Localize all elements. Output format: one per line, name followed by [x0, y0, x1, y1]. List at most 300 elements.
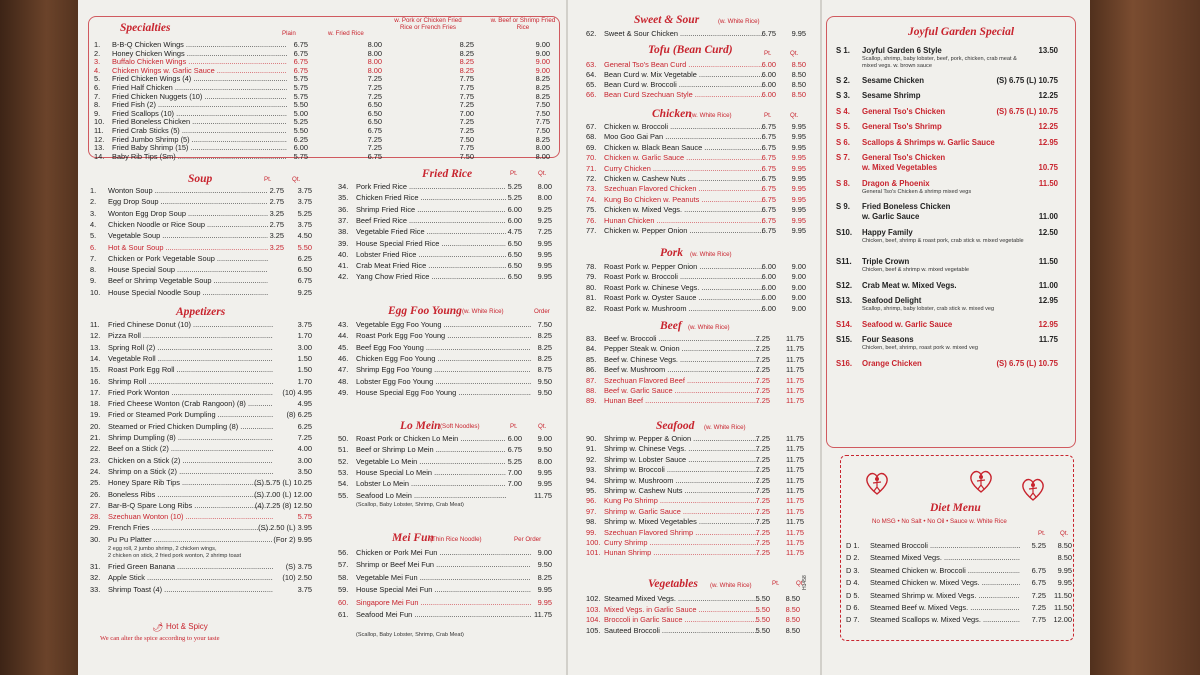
- item-name: Vegetable Egg Foo Young .....: [356, 320, 531, 329]
- pork-note: (w. White Rice): [690, 251, 732, 258]
- menu-item[interactable]: [338, 182, 560, 192]
- special-item[interactable]: [836, 107, 1058, 117]
- item-price: 9.50: [537, 560, 552, 570]
- item-name: Vegetable Roll .....: [108, 354, 273, 363]
- item-name: Curry Shrimp .....: [604, 538, 759, 547]
- menu-item[interactable]: [586, 594, 816, 604]
- item-price: 9.95: [537, 585, 552, 595]
- lo-mein-title: Lo Mein: [400, 420, 441, 432]
- item-name: Beef on a Stick (2) .....: [108, 444, 273, 453]
- item-price: 8.25: [459, 65, 474, 75]
- menu-item[interactable]: [586, 626, 816, 636]
- menu-item[interactable]: [586, 205, 816, 215]
- menu-item[interactable]: [90, 399, 314, 409]
- special-description: Scallop, shrimp, baby lobster, crab stick w. mixed veg: [862, 306, 995, 312]
- item-number: 26.: [90, 489, 101, 499]
- special-name-cont: w. Mixed Vegetables: [862, 163, 938, 172]
- menu-item[interactable]: [338, 479, 560, 489]
- item-price: 11.75: [534, 610, 552, 619]
- menu-item[interactable]: [586, 434, 816, 444]
- item-price: 5.75: [293, 74, 308, 84]
- item-price: 9.50: [537, 387, 552, 397]
- item-number: D 6.: [846, 603, 860, 612]
- item-price: 5.50: [293, 126, 308, 135]
- item-price: 6.50: [367, 117, 382, 127]
- special-item[interactable]: [836, 46, 1058, 56]
- menu-item[interactable]: [586, 476, 816, 486]
- menu-item[interactable]: [338, 598, 560, 608]
- item-price: 8.25: [535, 134, 550, 144]
- item-name: Fried Jumbo Shrimp (5) .....: [112, 135, 287, 144]
- item-number: 50.: [338, 434, 349, 443]
- item-price: 8.25: [537, 331, 552, 341]
- menu-item[interactable]: [338, 468, 560, 478]
- menu-item[interactable]: [586, 262, 816, 272]
- special-price: (S) 6.75 (L) 10.75: [996, 75, 1058, 85]
- special-name: Four Seasons: [862, 335, 914, 344]
- item-price: 6.50: [507, 261, 522, 271]
- item-number: D 4.: [846, 578, 860, 588]
- menu-item[interactable]: [586, 528, 816, 538]
- menu-item[interactable]: [338, 388, 560, 398]
- item-number: 68.: [586, 132, 597, 142]
- menu-item[interactable]: [586, 334, 816, 344]
- soup-title: Soup: [188, 173, 213, 185]
- item-price: 9.95: [537, 238, 552, 248]
- item-name: Hot & Sour Soup .....: [108, 243, 268, 252]
- item-price: 5.75: [293, 91, 308, 101]
- item-price: 8.50: [785, 594, 800, 603]
- menu-item[interactable]: [90, 365, 314, 375]
- mei-fun-seafood-note: (Scallop, Baby Lobster, Shrimp, Crab Meat): [356, 632, 464, 638]
- menu-item[interactable]: [846, 541, 1072, 551]
- menu-item[interactable]: [586, 226, 816, 236]
- menu-item[interactable]: [90, 276, 314, 286]
- menu-item[interactable]: [90, 320, 314, 330]
- item-price: 6.75: [761, 29, 776, 38]
- item-price: 8.00: [535, 143, 550, 153]
- item-price: 8.00: [367, 65, 382, 75]
- menu-item[interactable]: [94, 152, 554, 162]
- special-item[interactable]: [836, 153, 1058, 163]
- heart-dancer-icon: [1020, 476, 1046, 502]
- item-price: 2.75: [269, 219, 284, 229]
- item-price: 11.75: [786, 344, 804, 354]
- item-price: 7.25: [1031, 590, 1046, 600]
- item-price: 6.75: [761, 153, 776, 163]
- sweet-sour-title: Sweet & Sour: [634, 14, 700, 26]
- menu-item[interactable]: [586, 496, 816, 506]
- special-item[interactable]: [836, 138, 1058, 148]
- special-description: General Tso's Chicken & shrimp mixed vegs: [862, 188, 972, 195]
- menu-item[interactable]: [586, 507, 816, 517]
- item-number: D 3.: [846, 565, 860, 575]
- menu-item[interactable]: [586, 355, 816, 365]
- special-price: (S) 6.75 (L) 10.75: [996, 106, 1058, 116]
- item-price: 5.50: [755, 604, 770, 614]
- item-price: 7.25: [755, 334, 770, 343]
- special-price: 13.50: [1038, 46, 1058, 55]
- item-price: 8.50: [785, 615, 800, 625]
- menu-item[interactable]: [338, 272, 560, 282]
- item-price: 5.75: [297, 512, 312, 522]
- special-item[interactable]: [836, 179, 1058, 189]
- item-price: 9.00: [537, 434, 552, 443]
- item-number: 76.: [586, 215, 597, 225]
- item-price: 5.50: [293, 100, 308, 110]
- item-price: 7.25: [367, 143, 382, 153]
- item-name: Honey Chicken Wings .....: [112, 49, 287, 58]
- item-price: 6.25: [297, 253, 312, 263]
- item-name: Shrimp or Beef Mei Fun .....: [356, 560, 531, 569]
- item-number: 15.: [90, 365, 101, 375]
- item-number: 35.: [338, 193, 349, 203]
- item-number: 19.: [90, 410, 101, 420]
- item-name: Kung Bo Chicken w. Peanuts .....: [604, 195, 764, 204]
- menu-item[interactable]: [90, 388, 314, 398]
- menu-item[interactable]: [90, 467, 314, 477]
- menu-item[interactable]: [338, 193, 560, 203]
- menu-item[interactable]: [586, 486, 816, 496]
- menu-item[interactable]: [90, 254, 314, 264]
- item-price: 9.95: [791, 194, 806, 204]
- menu-item[interactable]: [338, 457, 560, 467]
- seafood-note: (w. White Rice): [704, 424, 746, 431]
- menu-item[interactable]: [90, 343, 314, 353]
- item-price: 8.25: [459, 48, 474, 58]
- special-description: Scallop, shrimp, baby lobster, beef, pork, chicken, crab meat & mixed vegs. w. brown sauce: [862, 56, 1017, 69]
- menu-item[interactable]: [586, 283, 816, 293]
- menu-item[interactable]: [586, 293, 816, 303]
- item-price: (S) 7.00 (L) 12.00: [254, 489, 312, 499]
- item-number: 34.: [338, 182, 349, 191]
- menu-item[interactable]: [586, 386, 816, 396]
- menu-item[interactable]: [90, 501, 314, 511]
- menu-item[interactable]: [846, 578, 1072, 588]
- special-code: S13.: [836, 296, 853, 305]
- item-name: Fried or Steamed Pork Dumpling .....: [108, 410, 273, 419]
- item-name: Chicken w. Pepper Onion .....: [604, 226, 764, 235]
- item-price: 7.25: [367, 74, 382, 84]
- item-number: 42.: [338, 272, 349, 282]
- menu-item[interactable]: [90, 490, 314, 500]
- item-price: 6.75: [761, 184, 776, 194]
- item-price: 7.25: [459, 126, 474, 135]
- menu-item[interactable]: [586, 60, 816, 70]
- menu-item[interactable]: [90, 562, 314, 572]
- special-name: Triple Crown: [862, 257, 910, 266]
- item-number: 69.: [586, 142, 597, 152]
- item-number: 38.: [338, 227, 349, 237]
- item-price: 6.75: [293, 48, 308, 58]
- menu-item[interactable]: [586, 80, 816, 90]
- item-number: 103.: [586, 604, 601, 614]
- item-name: Chicken or Pork Vegetable Soup .....: [108, 254, 268, 263]
- menu-item[interactable]: [90, 288, 314, 298]
- menu-item[interactable]: [90, 478, 314, 488]
- item-price: 7.25: [297, 433, 312, 442]
- item-number: 37.: [338, 215, 349, 225]
- special-item[interactable]: [836, 296, 1058, 306]
- item-price: 6.00: [761, 70, 776, 79]
- item-number: 94.: [586, 475, 597, 485]
- menu-item[interactable]: [338, 548, 560, 558]
- menu-item[interactable]: [586, 184, 816, 194]
- item-name: Fried Cheese Wonton (Crab Rangoon) (8) .....: [108, 399, 273, 408]
- item-price: 7.25: [755, 486, 770, 495]
- header-qt: Qt.: [1060, 530, 1069, 537]
- menu-item[interactable]: [338, 331, 560, 341]
- item-number: 104.: [586, 615, 601, 625]
- item-name: House Special Soup .....: [108, 265, 268, 274]
- menu-item[interactable]: [338, 343, 560, 353]
- item-name: Beef w. Broccoli .....: [604, 334, 759, 343]
- item-price: 6.75: [293, 40, 308, 49]
- menu-item[interactable]: [338, 491, 560, 501]
- item-number: 39.: [338, 238, 349, 248]
- menu-item[interactable]: [338, 320, 560, 330]
- beef-note: (w. White Rice): [688, 324, 730, 331]
- menu-item[interactable]: [90, 377, 314, 387]
- item-name: Sauteed Broccoli .....: [604, 626, 759, 635]
- item-number: 12.: [94, 134, 105, 144]
- item-number: 20.: [90, 421, 101, 431]
- menu-item[interactable]: [90, 243, 314, 253]
- item-number: 70.: [586, 153, 597, 163]
- menu-item[interactable]: [586, 143, 816, 153]
- item-number: 96.: [586, 496, 597, 506]
- lo-mein-note: (Soft Noodles): [440, 423, 480, 430]
- item-price: 7.25: [755, 465, 770, 475]
- item-name: Steamed Chicken w. Broccoli .....: [870, 566, 1020, 575]
- menu-item[interactable]: [338, 377, 560, 387]
- menu-item[interactable]: [586, 195, 816, 205]
- menu-item[interactable]: [846, 553, 1072, 563]
- menu-item[interactable]: [338, 216, 560, 226]
- item-price: 2.75: [269, 186, 284, 195]
- special-item[interactable]: [836, 335, 1058, 345]
- menu-item[interactable]: [586, 455, 816, 465]
- menu-item[interactable]: [90, 573, 314, 583]
- special-item[interactable]: [836, 202, 1058, 212]
- menu-item[interactable]: [90, 433, 314, 443]
- item-name: Vegetable Mei Fun .....: [356, 573, 531, 582]
- menu-item[interactable]: [586, 396, 816, 406]
- menu-item[interactable]: [586, 122, 816, 132]
- item-price: 6.75: [297, 276, 312, 286]
- item-price: 7.50: [537, 320, 552, 329]
- item-name: Vegetable Lo Mein .....: [356, 457, 506, 466]
- menu-item[interactable]: [90, 456, 314, 466]
- menu-item[interactable]: [90, 197, 314, 207]
- item-number: 3.: [94, 57, 101, 67]
- menu-item[interactable]: [586, 272, 816, 282]
- item-name: Fried Boneless Chicken .....: [112, 117, 287, 126]
- item-name: Seafood Lo Mein .....: [356, 491, 506, 500]
- menu-item[interactable]: [338, 354, 560, 364]
- menu-item[interactable]: [90, 422, 314, 432]
- menu-item[interactable]: [586, 132, 816, 142]
- item-price: 5.75: [293, 83, 308, 92]
- special-item[interactable]: [836, 320, 1058, 330]
- menu-item[interactable]: [90, 331, 314, 341]
- menu-item[interactable]: [846, 615, 1072, 625]
- menu-item[interactable]: [338, 573, 560, 583]
- menu-item[interactable]: [338, 227, 560, 237]
- item-number: 75.: [586, 205, 597, 215]
- item-name: Shrimp w. Pepper & Onion .....: [604, 434, 759, 443]
- item-name: Steamed Mixed Vegs. .....: [604, 594, 759, 603]
- item-price: 8.50: [791, 60, 806, 69]
- item-price: 6.75: [761, 122, 776, 131]
- table-surface-left: [0, 0, 78, 675]
- special-name: Scallops & Shrimps w. Garlic Sauce: [862, 137, 995, 147]
- header-pt: Pt.: [510, 423, 518, 430]
- menu-item[interactable]: [586, 70, 816, 80]
- menu-item[interactable]: [338, 585, 560, 595]
- menu-item[interactable]: [338, 445, 560, 455]
- header-fried-rice: w. Fried Rice: [328, 30, 364, 37]
- item-price: 3.00: [297, 342, 312, 352]
- hot-spicy-label: Hot & Spicy: [166, 622, 208, 631]
- item-price: 9.95: [537, 479, 552, 489]
- item-price: 9.95: [791, 184, 806, 194]
- item-price: 5.25: [507, 193, 522, 203]
- menu-item[interactable]: [338, 610, 560, 620]
- menu-item[interactable]: [586, 174, 816, 184]
- menu-item[interactable]: [586, 605, 816, 615]
- menu-item[interactable]: [586, 444, 816, 454]
- menu-item[interactable]: [586, 548, 816, 558]
- menu-item[interactable]: [846, 603, 1072, 613]
- menu-item[interactable]: [586, 29, 816, 39]
- item-number: 92.: [586, 454, 597, 464]
- menu-item[interactable]: [586, 304, 816, 314]
- menu-item[interactable]: [90, 186, 314, 196]
- item-name: Roast Pork or Chicken Lo Mein .....: [356, 434, 506, 443]
- special-item[interactable]: [836, 257, 1058, 267]
- item-name: House Special Noodle Soup .....: [108, 288, 268, 297]
- menu-item[interactable]: [90, 444, 314, 454]
- menu-item[interactable]: [586, 164, 816, 174]
- item-price: 7.25: [755, 506, 770, 516]
- special-item[interactable]: [836, 228, 1058, 238]
- menu-item[interactable]: [586, 376, 816, 386]
- header-pt: Pt.: [772, 580, 780, 587]
- item-price: 7.25: [755, 517, 770, 527]
- header-pt: Pt.: [1038, 530, 1046, 537]
- menu-item[interactable]: [90, 220, 314, 230]
- special-item[interactable]: [836, 122, 1058, 132]
- menu-item[interactable]: [90, 523, 314, 533]
- menu-item[interactable]: [338, 560, 560, 570]
- special-name: General Tso's Chicken: [862, 106, 946, 116]
- menu-item[interactable]: [586, 365, 816, 375]
- item-name: Szechuan Wonton (10) .....: [108, 512, 273, 521]
- menu-item[interactable]: [846, 566, 1072, 576]
- item-price: 6.50: [367, 100, 382, 110]
- item-price: 9.25: [297, 287, 312, 297]
- menu-item[interactable]: [338, 239, 560, 249]
- item-price: 9.95: [1057, 578, 1072, 588]
- menu-item[interactable]: [90, 231, 314, 241]
- item-number: 45.: [338, 342, 349, 352]
- special-code: S 5.: [836, 122, 850, 131]
- item-price: 7.25: [755, 454, 770, 464]
- item-price: 7.25: [755, 538, 770, 547]
- menu-item[interactable]: [338, 434, 560, 444]
- menu-item[interactable]: [586, 90, 816, 100]
- item-price: 9.00: [791, 303, 806, 313]
- item-name: Curry Chicken .....: [604, 164, 764, 173]
- item-price: 6.75: [293, 65, 308, 75]
- item-price: 3.75: [297, 186, 312, 195]
- item-price: 9.95: [791, 174, 806, 183]
- item-name: Moo Goo Gai Pan .....: [604, 132, 764, 141]
- special-item[interactable]: [836, 359, 1058, 369]
- menu-item[interactable]: [338, 205, 560, 215]
- item-name: Bar-B-Q Spare Long Ribs .....: [108, 501, 273, 510]
- menu-item[interactable]: [586, 517, 816, 527]
- item-number: 99.: [586, 527, 597, 537]
- menu-item[interactable]: [90, 512, 314, 522]
- special-item[interactable]: [836, 76, 1058, 86]
- item-price: 5.25: [507, 182, 522, 191]
- menu-item[interactable]: [338, 365, 560, 375]
- item-price: 3.75: [297, 320, 312, 329]
- item-number: 7.: [90, 253, 97, 263]
- item-price: 8.00: [537, 193, 552, 203]
- item-number: 27.: [90, 500, 101, 510]
- menu-item[interactable]: [586, 344, 816, 354]
- menu-item[interactable]: [586, 465, 816, 475]
- item-price: (For 2) 9.95: [273, 534, 312, 544]
- special-name: Dragon & Phoenix: [862, 178, 930, 188]
- item-price: 11.75: [786, 354, 804, 364]
- item-name: Roast Pork w. Oyster Sauce .....: [604, 293, 764, 302]
- item-price: 8.25: [537, 342, 552, 352]
- special-item[interactable]: [836, 91, 1058, 101]
- item-price: 6.25: [293, 134, 308, 144]
- menu-item[interactable]: [586, 153, 816, 163]
- special-price: 11.50: [1038, 178, 1058, 188]
- item-price: 8.25: [535, 91, 550, 101]
- item-name: Shrimp Egg Foo Young .....: [356, 365, 531, 374]
- item-price: 4.75: [507, 227, 522, 237]
- menu-item[interactable]: [90, 354, 314, 364]
- header-plain: Plain: [282, 30, 296, 37]
- menu-item[interactable]: [586, 538, 816, 548]
- menu-item[interactable]: [90, 410, 314, 420]
- menu-item[interactable]: [90, 585, 314, 595]
- item-price: 7.75: [535, 117, 550, 127]
- menu-item[interactable]: [90, 265, 314, 275]
- item-number: 5.: [94, 74, 101, 84]
- item-name: Crab Meat Fried Rice .....: [356, 261, 506, 270]
- menu-item[interactable]: [338, 250, 560, 260]
- menu-item[interactable]: [90, 535, 314, 545]
- special-item[interactable]: [836, 281, 1058, 291]
- item-name: B-B-Q Chicken Wings .....: [112, 40, 287, 49]
- menu-item[interactable]: [338, 261, 560, 271]
- menu-item[interactable]: [90, 209, 314, 219]
- menu-item[interactable]: [846, 591, 1072, 601]
- item-price: 9.00: [791, 272, 806, 282]
- item-price: 9.95: [1057, 565, 1072, 575]
- item-name: Fried Chicken Wings (4) .....: [112, 74, 287, 83]
- menu-item[interactable]: [586, 216, 816, 226]
- menu-item[interactable]: [586, 615, 816, 625]
